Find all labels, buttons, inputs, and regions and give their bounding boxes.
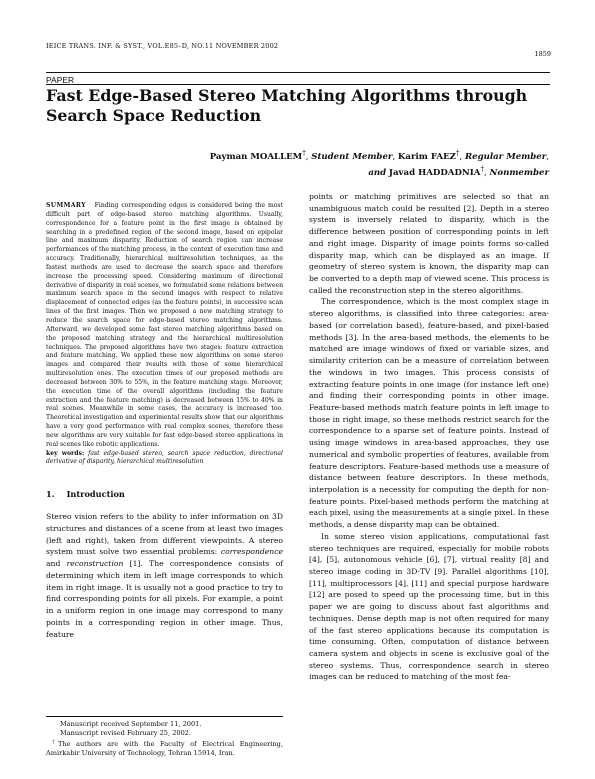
- affiliation-mark: †: [455, 148, 460, 157]
- author-conjunction: and: [368, 167, 387, 178]
- intro-paragraph: [46, 511, 283, 640]
- footnote-revised: Manuscript revised February 25, 2002.: [60, 728, 192, 737]
- author-role: Nonmember: [489, 167, 549, 178]
- section-heading: [46, 489, 283, 499]
- header-rule-bottom: [46, 84, 550, 85]
- author-role: Student Member: [311, 151, 393, 162]
- emphasis-term: correspondence: [220, 547, 284, 557]
- author-name: Javad HADDADNIA: [388, 167, 481, 178]
- right-column: [309, 191, 549, 683]
- body-paragraph: The correspondence, which is the most complex stage in stereo algorithms, is classified into three categories: area-based (or correlation based), feature-based, and pixel-based methods [3]. In the area-based methods, the elements to be matched are image windows of fixed or variable sizes, and similarity criterion can be a measure of correlation between the windows in two images. This process consists of extracting feature points in one image (for instance left one) and finding their corresponding points in other image. Feature-based methods match feature points in left image to those in right image, so these methods restrict search for the correspondence to a sparse set of feature points. Instead of using image windows in area-based approaches, they use numerical and symbolic properties of features, available from feature descriptors. Feature-based methods use a measure of distance between feature descriptors. In these methods, interpolation is a necessity for computing the depth for non-feature points. Pixel-based methods perform the matching at each pixel, using the measurements at a single pixel. In these methods, a dense disparity map can be obtained.: [309, 297, 549, 530]
- author-name: Karim FAEZ: [397, 151, 456, 162]
- author-block: [210, 147, 549, 179]
- emphasis-term: reconstruction: [66, 559, 124, 569]
- intro-text: Stereo vision refers to the ability to infer information on 3D structures and distances of a scene from at least two images (left and right), taken from different viewpoints. A stereo system must solve two essential problems:: [46, 512, 283, 557]
- left-column: [46, 202, 283, 640]
- paper-title: Fast Edge-Based Stereo Matching Algorithms through Search Space Reduction: [46, 86, 528, 125]
- section-tag: PAPER: [46, 75, 75, 85]
- keywords-text: fast edge-based stereo, search space reduction, directional derivative of disparity, hierarchical multiresolution: [46, 449, 283, 466]
- header-rule-top: [46, 72, 550, 73]
- footnote-received: Manuscript received September 11, 2001.: [60, 720, 202, 728]
- body-paragraph: In some stereo vision applications, computational fast stereo techniques are required, especially for mobile robots [4], [5], autonomous vehicle [6], [7], virtual reality [8] and stereo image coding in 3D-TV [9]. Parallel algorithms [10], [11], multiprocessors [4], [11] and special purpose hardware [12] are posed to speed up the processing time, but in this paper we are going to discuss about fast algorithms and techniques. Dense depth map is not often required for many of the fast stereo applications because its computation is time consuming. Often, computation of distance between camera system and objects in scene is exclusive goal of the stereo systems. Thus, correspondence search in stereo images can be reduced to matching of the most fea-: [309, 531, 549, 682]
- section-title: Introduction: [66, 489, 125, 500]
- affiliation-mark: †: [480, 163, 485, 173]
- footnote-affiliation: [46, 738, 283, 758]
- intro-text: and: [46, 559, 61, 569]
- abstract-label: SUMMARY: [46, 202, 86, 209]
- affiliation-mark: †: [302, 148, 306, 157]
- page-number: 1859: [534, 50, 551, 58]
- keywords: [46, 450, 283, 468]
- abstract-text: Finding corresponding edges is considered being the most difficult part of edge-based stereo matching algorithms. Usually, correspondence for a feature point in the first image is obtained by searching in a predefined region of the second image, based on epipolar line and maximum disparity. Reduction of search region can increase performances of the matching process, in the context of execution time and accuracy. Traditionally, hierarchical multiresolution techniques, as the fastest methods are used to decrease the search space and therefore increase the processing speed. Considering maximum of directional derivative of disparity in real scenes, we formulated some relations between maximum search space in the second images with respect to relative displacement of connected edges (as the feature points), in successive scan lines of the first images. Then we proposed a new matching strategy to reduce the search space for edge-based stereo matching algorithms. Afterward, we developed some fast stereo matching algorithms based on the proposed matching strategy and the hierarchical multiresolution techniques. The proposed algorithms have two stages: feature extraction and feature matching. We applied these new algorithms on some stereo images and compared their results with those of some hierarchical multiresolution ones. The execution times of our proposed methods are decreased between 30% to 55%, in the feature matching stage. Moreover, the execution time of the overall algorithms (including the feature extraction and the feature matching) is decreased between 15% to 40% in real scenes. Meanwhile in some cases, the accuracy is increased too. Theoretical investigation and experimental results show that our algorithms have a very good performance with real complex scenes, therefore these new algorithms are very suitable for fast edge-based stereo applications in real scenes like robotic applications.: [46, 202, 283, 448]
- journal-header: IEICE TRANS. INF. & SYST., VOL.E85–D, NO.11 NOVEMBER 2002: [46, 42, 279, 50]
- body-paragraph: points or matching primitives are selected so that an unambiguous match could be resulted [2]. Depth in a stereo system is inversely related to disparity, which is the difference between position of corresponding points in left and right image. Disparity of image points forms so-called disparity map, which can be displayed as an image. If geometry of stereo system is known, the disparity map can be converted to a depth map of viewed scene. This process is called the reconstruction step in the stereo algorithms.: [309, 192, 549, 295]
- affiliation-mark: †: [52, 738, 58, 745]
- keywords-label: key words:: [46, 449, 85, 457]
- author-role: Regular Member: [464, 151, 547, 162]
- section-number: 1.: [46, 489, 55, 500]
- affiliation-text: The authors are with the Faculty of Electrical Engineering, Amirkabir University of Technology, Tehran 15914, Iran.: [46, 740, 283, 757]
- author-line-2: and Javad HADDADNIA†, Nonmember: [368, 163, 549, 178]
- author-name: Payman MOALLEM: [209, 151, 303, 162]
- footnotes: [46, 716, 283, 758]
- author-line-1: Payman MOALLEM†, Student Member, Karim FAEZ†, Regular Member,: [209, 148, 549, 162]
- abstract: [46, 202, 283, 450]
- intro-text: [1]. The correspondence consists of determining which item in left image corresponds to which item in right image. It is usually not a good practice to try to find corresponding points for all pixels. For example, a point in a uniform region in one image may correspond to many points in a corresponding region in other image. Thus, feature: [46, 559, 283, 639]
